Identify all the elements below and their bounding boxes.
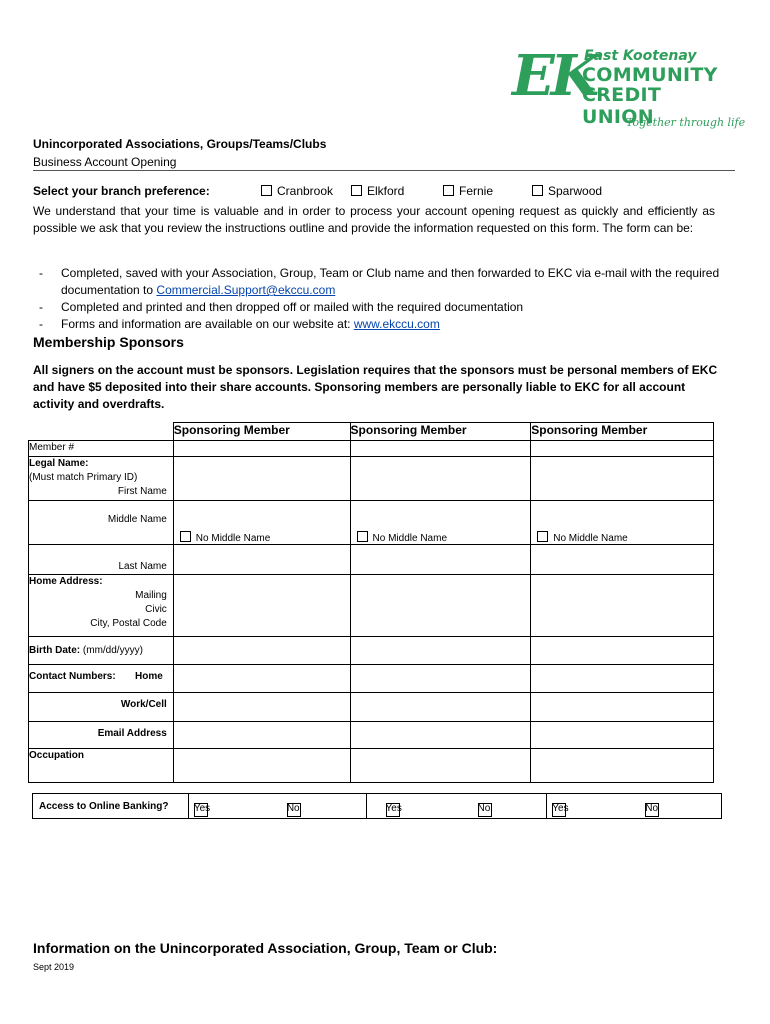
intro-paragraph: We understand that your time is valuable and in order to process your account opening request as quickly and efficiently as possible we ask that you review the instructions outline and provide the information requested on this form. The form can be: xyxy=(33,204,715,235)
work-cell-row xyxy=(29,693,714,722)
instruction-item: - Completed, saved with your Association, Group, Team or Club name and then forwarded to EKC via e-mail with the required documentation to Commercial.Support@ekccu.com xyxy=(39,266,720,297)
association-info-heading: Information on the Unincorporated Association, Group, Team or Club: xyxy=(33,940,498,956)
civic-label: Civic xyxy=(145,604,167,615)
home-phone-row xyxy=(29,665,714,693)
support-email-link[interactable]: Commercial.Support@ekccu.com xyxy=(156,283,336,297)
instructions-list xyxy=(33,265,723,333)
no-middle-name-checkbox[interactable] xyxy=(357,531,368,542)
birth-date-row xyxy=(29,637,714,665)
first-name-row xyxy=(29,457,714,501)
member-number-row xyxy=(29,441,714,457)
first-name-input-2[interactable] xyxy=(350,457,531,501)
work-cell-input-3[interactable] xyxy=(531,693,714,722)
mailing-label: Mailing xyxy=(135,590,167,601)
sponsors-heading: Membership Sponsors xyxy=(33,334,184,350)
branch-option-sparwood[interactable]: Sparwood xyxy=(532,184,602,198)
occupation-label: Occupation xyxy=(29,750,85,761)
home-phone-label: Home xyxy=(135,671,163,682)
match-id-note: (Must match Primary ID) xyxy=(29,472,138,483)
first-name-input-3[interactable] xyxy=(531,457,714,501)
member-number-input-3[interactable] xyxy=(531,441,714,457)
home-address-row xyxy=(29,575,714,637)
middle-name-row xyxy=(29,501,714,545)
address-input-1[interactable] xyxy=(173,575,350,637)
occupation-input-3[interactable] xyxy=(531,749,714,783)
birth-date-input-3[interactable] xyxy=(531,637,714,665)
last-name-label: Last Name xyxy=(118,561,167,572)
logo-ek-mark: EK xyxy=(512,43,596,109)
birth-date-input-2[interactable] xyxy=(350,637,531,665)
form-date: Sept 2019 xyxy=(33,962,75,972)
website-link[interactable]: www.ekccu.com xyxy=(353,317,440,331)
address-input-3[interactable] xyxy=(531,575,714,637)
checkbox[interactable] xyxy=(532,185,543,196)
last-name-input-1[interactable] xyxy=(173,545,350,575)
member-number-input-2[interactable] xyxy=(350,441,531,457)
column-header-sponsor-1: Sponsoring Member xyxy=(173,423,350,441)
checkbox[interactable] xyxy=(443,185,454,196)
birth-date-label: Birth Date: xyxy=(29,644,81,656)
occupation-input-1[interactable] xyxy=(173,749,350,783)
last-name-input-2[interactable] xyxy=(350,545,531,575)
last-name-row xyxy=(29,545,714,575)
column-header-sponsor-2: Sponsoring Member xyxy=(350,423,531,441)
middle-name-label: Middle Name xyxy=(107,514,167,525)
email-input-2[interactable] xyxy=(350,722,531,749)
email-input-3[interactable] xyxy=(531,722,714,749)
online-banking-row: Access to Online Banking? Yes No Yes No Yes No xyxy=(33,794,722,819)
address-input-2[interactable] xyxy=(350,575,531,637)
branch-option-elkford[interactable]: Elkford xyxy=(351,184,404,198)
city-postal-label: City, Postal Code xyxy=(90,618,167,629)
ekcu-logo xyxy=(512,43,746,132)
form-subtitle: Business Account Opening xyxy=(33,155,177,169)
checkbox[interactable] xyxy=(261,185,272,196)
online-banking-label: Access to Online Banking? xyxy=(33,794,189,819)
middle-name-input-2[interactable]: No Middle Name xyxy=(350,501,531,545)
no-middle-name-checkbox[interactable] xyxy=(537,531,548,542)
email-label: Email Address xyxy=(97,728,167,739)
work-cell-label: Work/Cell xyxy=(120,699,167,710)
sponsors-text: All signers on the account must be sponsors. Legislation requires that the sponsors must be personal members of EKC and have $5 deposited into their share accounts. Sponsoring members are personally liable to EKC for all account activity and overdrafts. xyxy=(33,363,718,411)
branch-option-cranbrook[interactable]: Cranbrook xyxy=(261,184,333,198)
checkbox[interactable] xyxy=(351,185,362,196)
birth-date-input-1[interactable] xyxy=(173,637,350,665)
first-name-label: First Name xyxy=(117,486,167,497)
logo-east-kootenay: East Kootenay xyxy=(584,48,697,64)
branch-option-fernie[interactable]: Fernie xyxy=(443,184,493,198)
middle-name-input-3[interactable]: No Middle Name xyxy=(531,501,714,545)
home-phone-input-3[interactable] xyxy=(531,665,714,693)
sponsor-table xyxy=(28,422,714,783)
column-header-sponsor-3: Sponsoring Member xyxy=(531,423,714,441)
occupation-row xyxy=(29,749,714,783)
birth-date-format: (mm/dd/yyyy) xyxy=(82,644,143,656)
logo-community: COMMUNITY xyxy=(582,64,718,86)
last-name-input-3[interactable] xyxy=(531,545,714,575)
header-divider xyxy=(33,170,735,171)
first-name-input-1[interactable] xyxy=(173,457,350,501)
occupation-input-2[interactable] xyxy=(350,749,531,783)
branch-preference-row xyxy=(33,184,733,200)
logo-credit-union: CREDIT UNION xyxy=(582,84,662,128)
work-cell-input-1[interactable] xyxy=(173,693,350,722)
email-input-1[interactable] xyxy=(173,722,350,749)
table-header-row xyxy=(29,423,714,441)
email-row xyxy=(29,722,714,749)
instruction-item: - Forms and information are available on our website at: www.ekccu.com xyxy=(39,317,440,331)
home-phone-input-2[interactable] xyxy=(350,665,531,693)
online-banking-table xyxy=(32,793,722,819)
no-middle-name-checkbox[interactable] xyxy=(180,531,191,542)
middle-name-input-1[interactable]: No Middle Name xyxy=(173,501,350,545)
home-phone-input-1[interactable] xyxy=(173,665,350,693)
legal-name-label: Legal Name: xyxy=(29,458,89,469)
contact-numbers-label: Contact Numbers: xyxy=(29,671,116,682)
instruction-item: - Completed and printed and then dropped off or mailed with the required documentation xyxy=(39,300,524,314)
member-number-input-1[interactable] xyxy=(173,441,350,457)
work-cell-input-2[interactable] xyxy=(350,693,531,722)
branch-label: Select your branch preference: xyxy=(33,184,210,198)
home-address-label: Home Address: xyxy=(29,576,103,587)
member-number-label: Member # xyxy=(29,441,174,457)
form-title: Unincorporated Associations, Groups/Teams/Clubs xyxy=(33,137,327,151)
logo-tagline: Together through life xyxy=(626,116,746,129)
